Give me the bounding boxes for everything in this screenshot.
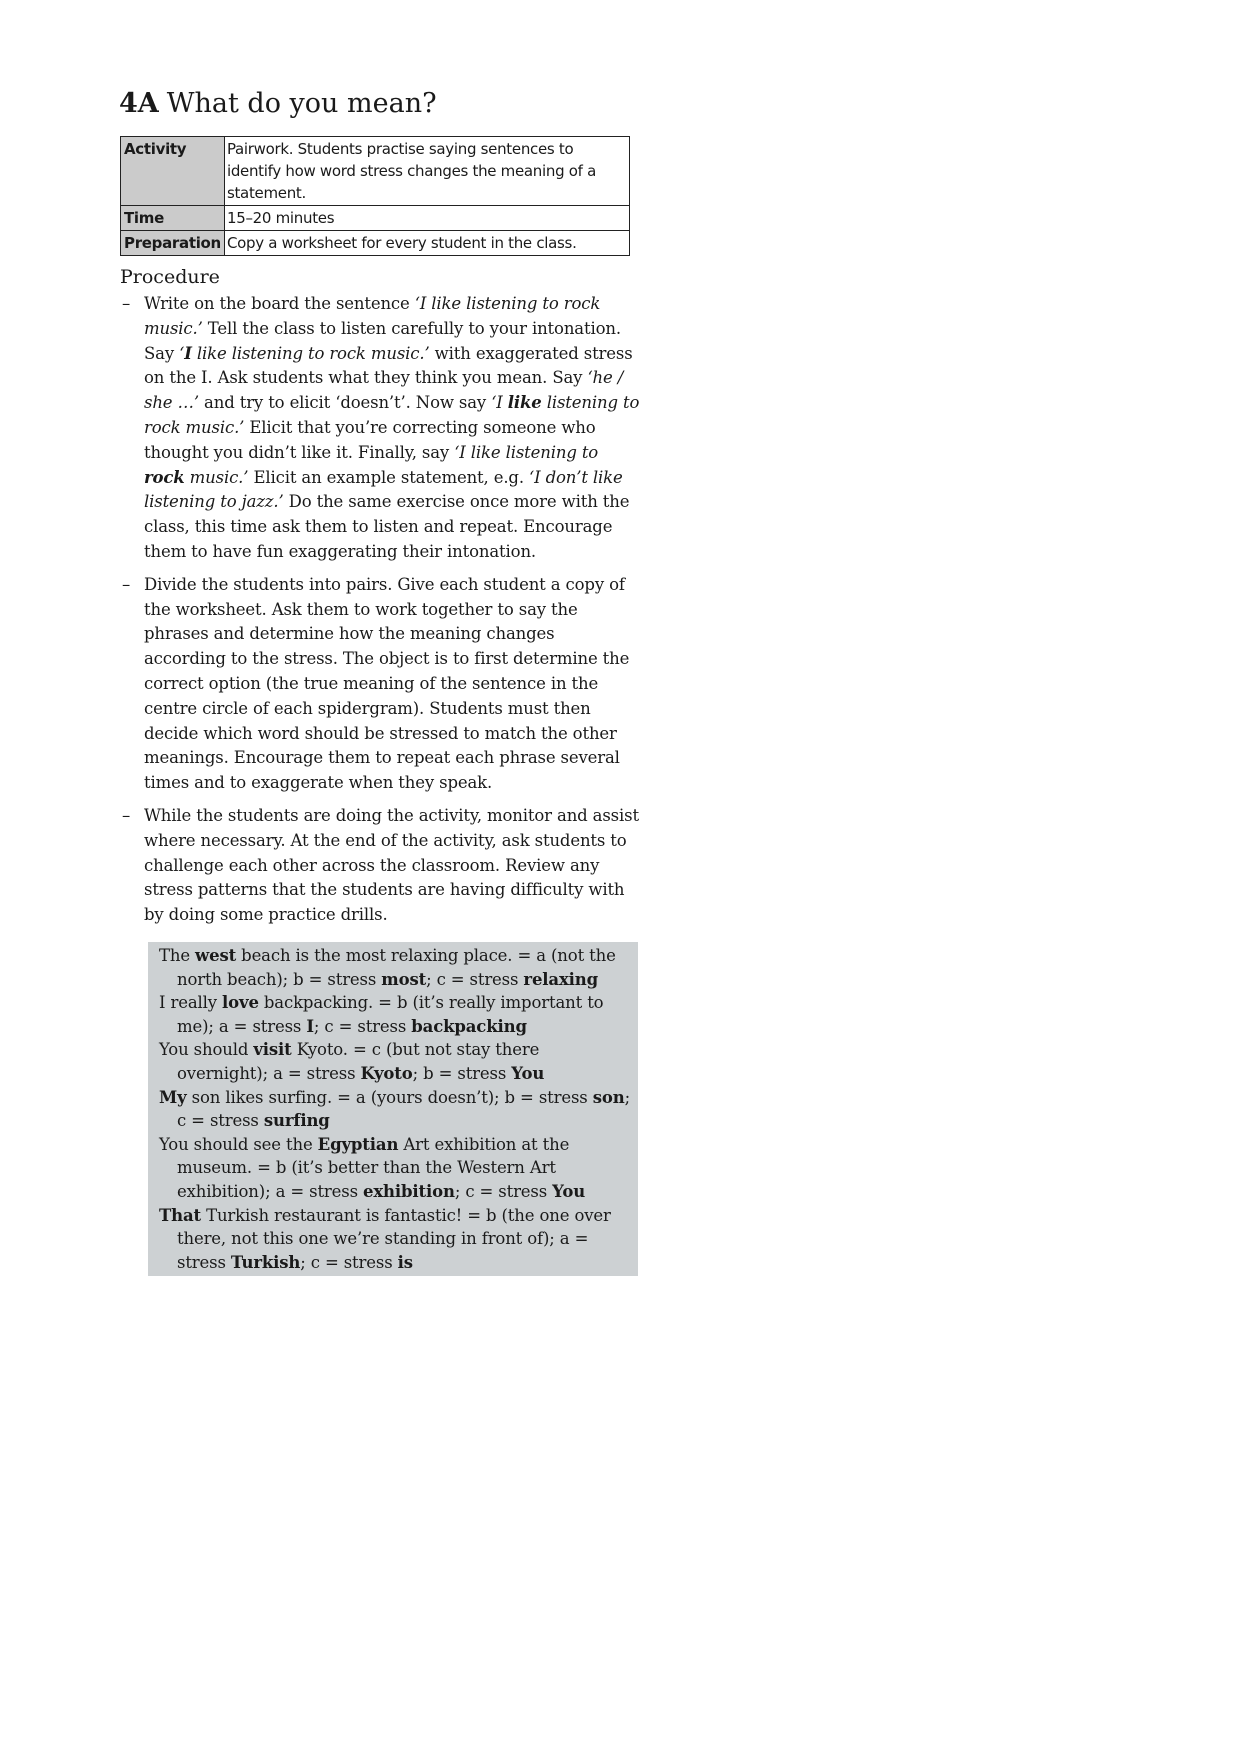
bullet-dash: – <box>122 805 131 825</box>
answer-text: ; b = stress <box>412 1063 512 1083</box>
example-sentence: ‘I don’t like listening to jazz.’ <box>144 467 623 512</box>
answer-text: You should <box>159 1040 254 1060</box>
procedure-step-3 <box>120 804 640 928</box>
stressed-word: You <box>552 1181 586 1201</box>
answer-text: son likes surfing. = a (yours doesn’t); b = stress <box>186 1087 593 1107</box>
time-label: Time <box>121 206 225 231</box>
stressed-word: relaxing <box>523 969 598 989</box>
answer-text: ; c = stress <box>313 1016 412 1036</box>
time-value: 15–20 minutes <box>224 206 629 231</box>
stressed-word: I <box>306 1016 314 1036</box>
step-text: with exaggerated stress on the I. Ask students what they think you mean. Say <box>144 343 633 388</box>
procedure-heading: Procedure <box>120 266 220 288</box>
answer-text: ; c = stress <box>426 969 524 989</box>
answer-item <box>159 1133 630 1204</box>
stressed-word: Turkish <box>230 1252 301 1272</box>
example-text: music.’ <box>184 467 249 487</box>
stressed-word: visit <box>253 1040 292 1060</box>
preparation-value: Copy a worksheet for every student in the class. <box>224 231 629 256</box>
example-text: listening to rock music.’ <box>144 393 640 437</box>
stressed-word: I <box>184 343 192 363</box>
step-text: and try to elicit ‘doesn’t’. Now say <box>198 393 492 413</box>
answer-text: beach is the most relaxing place. = a (not the north beach); b = stress <box>177 946 616 989</box>
answer-item <box>159 1038 630 1085</box>
answer-text: ; c = stress <box>300 1252 398 1272</box>
step-text: Elicit that you’re correcting someone who thought you didn’t like it. Finally, say <box>144 417 596 462</box>
activity-value: Pairwork. Students practise saying sentences to identify how word stress changes the meaning of a statement. <box>224 137 629 206</box>
title-text: What do you mean? <box>166 88 437 119</box>
example-sentence: ‘I like listening to rock music.’ <box>144 294 601 338</box>
example-text: ‘I <box>491 393 508 413</box>
preparation-label: Preparation <box>121 231 225 256</box>
stressed-word: son <box>592 1087 625 1107</box>
stressed-word: backpacking <box>411 1016 527 1036</box>
stressed-word: is <box>397 1252 413 1272</box>
answer-text: Kyoto. = c (but not stay there overnight); a = stress <box>177 1040 540 1083</box>
step-text: Divide the students into pairs. Give each student a copy of the worksheet. Ask them to work together to say the phrases and determine how the meaning changes according to the stress. The object is to first determine the correct option (the true meaning of the sentence in the centre circle of each spidergram). Students must then decide which word should be stressed to match the other meanings. Encourage them to repeat each phrase several times and to exaggerate when they speak. <box>144 574 630 793</box>
example-sentence <box>179 344 429 363</box>
example-text: ‘I like listening to <box>454 442 599 462</box>
unit-code: 4A <box>119 88 159 119</box>
activity-label: Activity <box>121 137 225 206</box>
step-text: Elicit an example statement, e.g. <box>248 467 530 487</box>
answer-item <box>159 1086 630 1133</box>
procedure-step-2 <box>120 573 640 796</box>
procedure-step-1 <box>120 292 640 565</box>
example-text: like listening to rock music.’ <box>191 343 430 363</box>
bullet-dash: – <box>122 294 131 313</box>
procedure-list <box>120 292 640 936</box>
answer-text: Art exhibition at the museum. = b (it’s better than the Western Art exhibition); a = stress <box>177 1134 570 1201</box>
stressed-word: surfing <box>263 1111 330 1131</box>
answer-item <box>159 1204 630 1275</box>
table-row <box>121 137 630 206</box>
answer-text: ; c = stress <box>177 1087 630 1131</box>
example-sentence: ‘he / she …’ <box>144 368 624 413</box>
stressed-word: like <box>507 393 542 413</box>
step-text: Write on the board the sentence <box>144 294 415 313</box>
bullet-dash: – <box>122 574 131 594</box>
answer-key-box <box>148 942 638 1276</box>
example-text: ‘ <box>179 343 185 363</box>
activity-info-table <box>120 136 630 256</box>
stressed-word: That <box>159 1205 201 1225</box>
stressed-word: love <box>222 993 259 1013</box>
answer-item <box>159 944 630 991</box>
stressed-word: You <box>511 1063 545 1083</box>
answer-text: I really <box>159 993 223 1013</box>
stressed-word: Kyoto <box>360 1063 413 1083</box>
stressed-word: exhibition <box>363 1181 455 1201</box>
step-text: Tell the class to listen carefully to your intonation. Say <box>144 318 621 363</box>
table-row <box>121 231 630 256</box>
stressed-word: Egyptian <box>317 1134 399 1154</box>
table-row <box>121 206 630 231</box>
answer-text: ; c = stress <box>454 1181 553 1201</box>
page-title <box>119 86 437 122</box>
step-text: Do the same exercise once more with the class, this time ask them to listen and repeat. Encourage them to have fun exaggerating their intonation. <box>144 492 630 561</box>
answer-item <box>159 991 630 1038</box>
answer-text: You should see the <box>159 1134 318 1154</box>
answer-text: backpacking. = b (it’s really important to me); a = stress <box>177 993 604 1036</box>
stressed-word: most <box>381 969 427 989</box>
stressed-word: rock <box>144 467 185 487</box>
answer-text: The <box>159 946 196 965</box>
answer-text: Turkish restaurant is fantastic! = b (the one over there, not this one we’re standing in front of); a = stress <box>177 1205 611 1272</box>
stressed-word: My <box>159 1087 187 1107</box>
stressed-word: west <box>195 946 237 965</box>
step-text: While the students are doing the activity, monitor and assist where necessary. At the end of the activity, ask students to challenge each other across the classroom. Review any stress patterns that the students are having difficulty with by doing some practice drills. <box>144 805 639 925</box>
